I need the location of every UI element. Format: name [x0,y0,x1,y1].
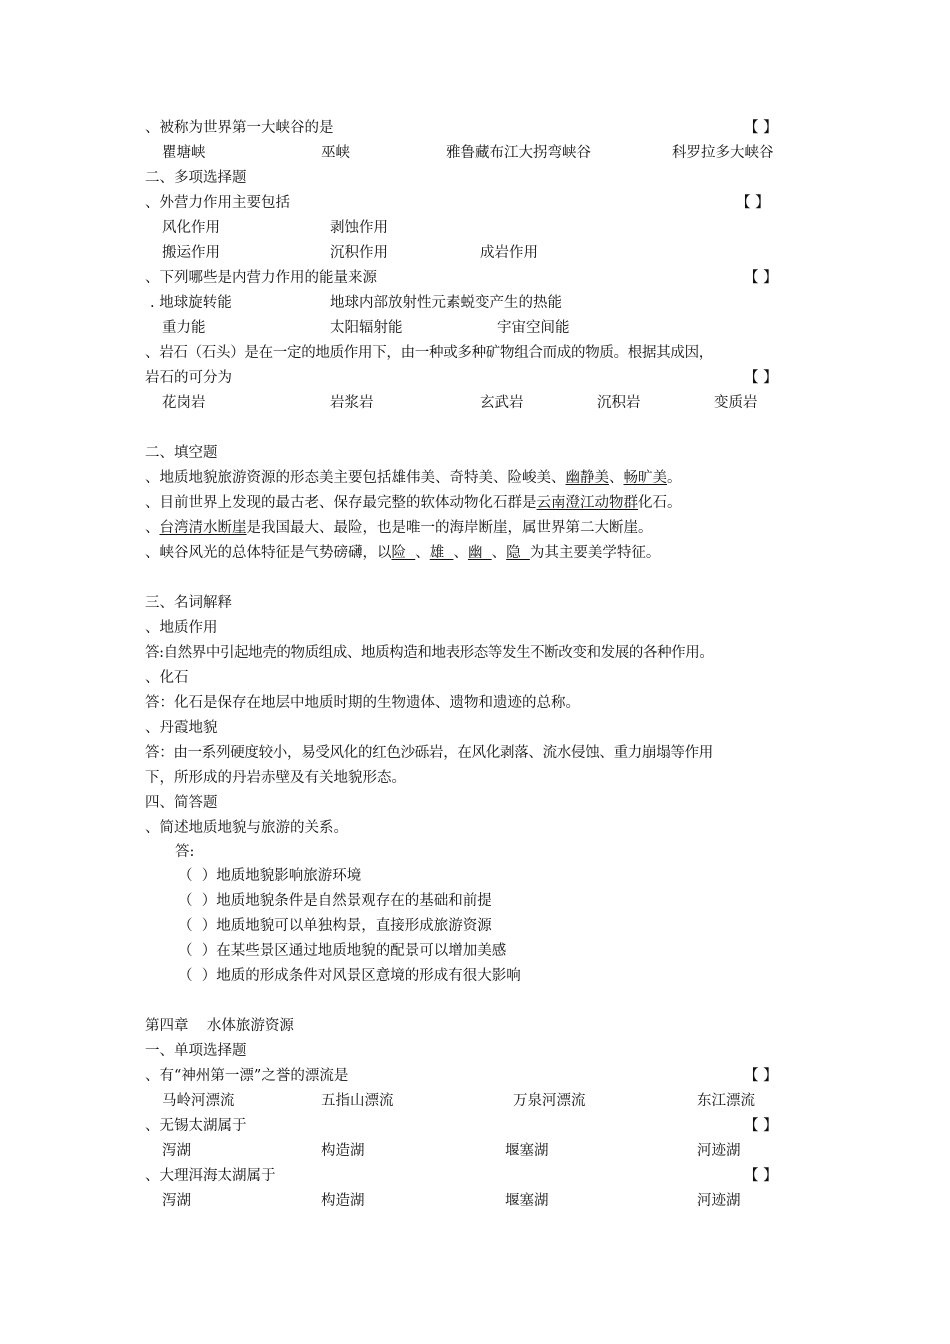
option: 泻湖 [162,1143,191,1159]
option: 河迹湖 [697,1143,741,1159]
option: 堰塞湖 [505,1193,549,1209]
option: 构造湖 [321,1193,365,1209]
section-heading: 三、名词解释 [145,595,232,611]
option: 成岩作用 [480,245,538,261]
answer-point: （ ）在某些景区通过地质地貌的配景可以增加美感 [178,943,507,959]
question-stem: 、外营力作用主要包括 [145,195,290,211]
option: . 地球旋转能 [150,295,232,311]
fill-answer: 隐 [506,545,530,561]
option: 泻湖 [162,1193,191,1209]
answer-point: （ ）地质的形成条件对风景区意境的形成有很大影响 [178,968,521,984]
fill-answer: 台湾清水断崖 [159,520,247,536]
option: 东江漂流 [697,1093,755,1109]
fill-text: 、 [609,470,624,486]
answer-bracket: 【 】 [744,370,778,386]
answer-point: （ ）地质地貌条件是自然景观存在的基础和前提 [178,893,492,909]
answer-bracket: 【 】 [744,1068,778,1084]
fill-answer: 幽静美 [565,470,609,486]
option: 变质岩 [714,395,758,411]
answer-bracket: 【 】 [744,270,778,286]
option: 花岗岩 [162,395,206,411]
option: 马岭河漂流 [162,1093,235,1109]
fill-text: 、 [415,545,430,561]
question-stem: 、岩石（石头）是在一定的地质作用下，由一种或多种矿物组合而成的物质。根据其成因， [145,345,713,361]
fill-answer: 雄 [429,545,454,561]
answer-bracket: 【 】 [744,1118,778,1134]
question-stem: 、下列哪些是内营力作用的能量来源 [145,270,377,286]
answer-bracket: 【 】 [736,195,770,211]
fill-answer: 幽 [467,545,492,561]
term-question: 、地质作用 [145,620,218,636]
fill-text: 、 [145,520,160,536]
term-answer-cont: 下，所形成的丹岩赤壁及有关地貌形态。 [145,770,406,786]
term-question: 、化石 [145,670,189,686]
option: 地球内部放射性元素蜕变产生的热能 [330,295,562,311]
section-heading: 二、多项选择题 [145,170,247,186]
option: 搬运作用 [162,245,220,261]
fill-item [145,468,682,488]
option: 五指山漂流 [321,1093,394,1109]
section-heading: 一、单项选择题 [145,1043,247,1059]
option: 雅鲁藏布江大拐弯峡谷 [446,145,591,161]
fill-answer: 畅旷美 [623,470,667,486]
term-question: 、丹霞地貌 [145,720,218,736]
question-stem: 、有“神州第一漂”之誉的漂流是 [145,1068,349,1084]
option: 瞿塘峡 [162,145,206,161]
option: 重力能 [162,320,206,336]
fill-item [145,518,653,538]
section-heading: 四、简答题 [145,795,218,811]
option: 万泉河漂流 [513,1093,586,1109]
fill-item [145,543,660,563]
option: 构造湖 [321,1143,365,1159]
fill-text: 为其主要美学特征。 [529,545,661,561]
fill-text: 、目前世界上发现的最古老、保存最完整的软体动物化石群是 [145,495,537,511]
chapter-title: 第四章 水体旅游资源 [145,1018,294,1034]
answer-label: 答: [175,844,195,860]
fill-text: 、 [453,545,468,561]
option: 河迹湖 [697,1193,741,1209]
question-stem: 、大理洱海太湖属于 [145,1168,276,1184]
answer-point: （ ）地质地貌影响旅游环境 [178,868,362,884]
answer-bracket: 【 】 [744,120,778,136]
term-answer: 答:自然界中引起地壳的物质组成、地质构造和地表形态等发生不断改变和发展的各种作用。 [145,645,714,661]
fill-item [145,493,682,513]
fill-text: 。 [667,470,682,486]
short-question: 、简述地质地貌与旅游的关系。 [145,820,348,836]
option: 剥蚀作用 [330,220,388,236]
question-stem-cont: 岩石的可分为 [145,370,232,386]
option: 科罗拉多大峡谷 [672,145,774,161]
fill-answer: 云南澄江动物群 [536,495,638,511]
term-answer: 答：化石是保存在地层中地质时期的生物遗体、遗物和遗迹的总称。 [145,695,580,711]
question-stem: 、无锡太湖属于 [145,1118,247,1134]
option: 玄武岩 [480,395,524,411]
option: 风化作用 [162,220,220,236]
section-heading: 二、填空题 [145,445,218,461]
fill-text: 、峡谷风光的总体特征是气势磅礴，以 [145,545,392,561]
fill-text: 、 [491,545,507,561]
fill-text: 、地质地貌旅游资源的形态美主要包括雄伟美、奇特美、险峻美、 [145,470,566,486]
term-answer: 答：由一系列硬度较小，易受风化的红色沙砾岩，在风化剥落、流水侵蚀、重力崩塌等作用 [145,745,713,761]
answer-bracket: 【 】 [744,1168,778,1184]
option: 巫峡 [321,145,350,161]
option: 堰塞湖 [505,1143,549,1159]
option: 太阳辐射能 [330,320,403,336]
question-stem: 、被称为世界第一大峡谷的是 [145,120,334,136]
option: 宇宙空间能 [497,320,570,336]
option: 岩浆岩 [330,395,374,411]
answer-point: （ ）地质地貌可以单独构景，直接形成旅游资源 [178,918,492,934]
fill-answer: 险 [391,545,416,561]
option: 沉积作用 [330,245,388,261]
option: 沉积岩 [597,395,641,411]
fill-text: 是我国最大、最险，也是唯一的海岸断崖，属世界第二大断崖。 [246,520,653,536]
fill-text: 化石。 [638,495,682,511]
